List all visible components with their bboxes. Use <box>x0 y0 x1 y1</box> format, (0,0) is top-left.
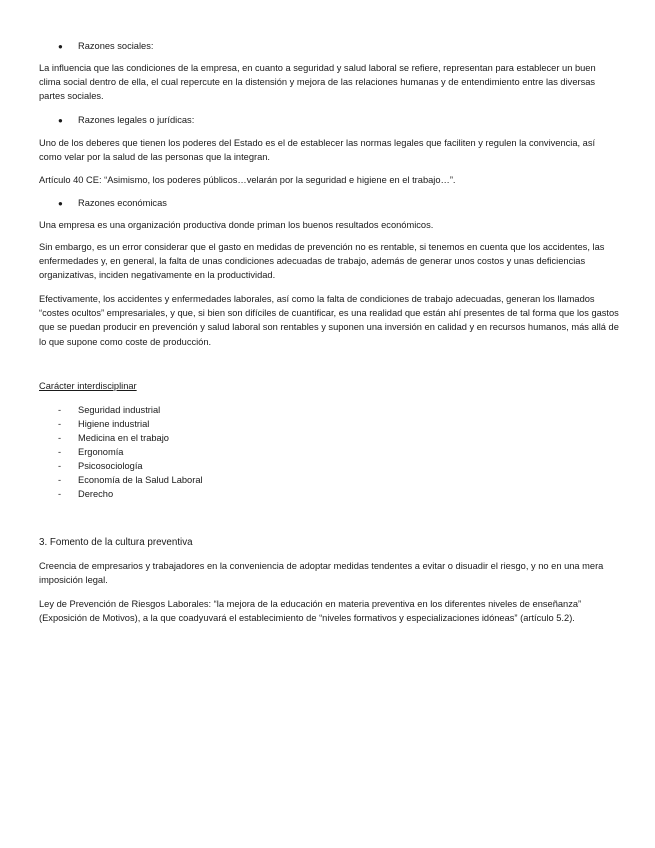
heading-caracter-interdisciplinar: Carácter interdisciplinar <box>39 381 137 391</box>
bullet-razones-sociales <box>58 39 153 54</box>
paragraph-articulo-40: Artículo 40 CE: “Asimismo, los poderes públicos…velarán por la seguridad e higiene en el trabajo…”. <box>39 175 456 185</box>
list-item: - Ergonomía <box>58 447 124 457</box>
bullet-dot: ● <box>58 199 63 208</box>
bullet-razones-economicas <box>58 196 167 211</box>
list-item: - Derecho <box>58 489 114 499</box>
list-item: - Higiene industrial <box>58 419 150 429</box>
disciplines-list <box>58 403 203 501</box>
paragraph-social: La influencia que las condiciones de la empresa, en cuanto a seguridad y salud laboral se refiere, representan para establecer un buen clima social dentro de ella, el cual repercute en la distensión y mejora de las relaciones humanas y de entendimiento entre las diversas partes sociales. <box>39 63 596 102</box>
paragraph-fomento-2: Ley de Prevención de Riesgos Laborales: “la mejora de la educación en materia preventiva en los diferentes niveles de enseñanza” (Exposición de Motivos), a la que coadyuvará el establecimiento de “niveles formativos y especializaciones idóneas” (artículo 5.2). <box>39 599 582 624</box>
heading-fomento-cultura-preventiva: 3. Fomento de la cultura preventiva <box>39 537 193 548</box>
bullet-razones-legales <box>58 113 194 128</box>
bullet-dot: ● <box>58 42 63 51</box>
paragraph-economia-1: Una empresa es una organización productiva donde priman los buenos resultados económicos. <box>39 220 434 230</box>
list-item: - Psicosociología <box>58 461 143 471</box>
list-item: - Medicina en el trabajo <box>58 433 169 443</box>
bullet-label: Razones económicas <box>78 198 167 208</box>
bullet-dot: ● <box>58 116 63 125</box>
bullet-label: Razones sociales: <box>78 41 154 51</box>
paragraph-economia-2: Sin embargo, es un error considerar que el gasto en medidas de prevención no es rentable, si tenemos en cuenta que los accidentes, las enfermedades y, en general, la falta de unas condiciones adecuadas de trabajo, además de generar unos costos y unas deficiencias organizativas, inciden negativamente en la productividad. <box>39 242 605 281</box>
paragraph-fomento-1: Creencia de empresarios y trabajadores en la conveniencia de adoptar medidas tendentes a evitar o disuadir el riesgo, y no en una mera imposición legal. <box>39 561 604 586</box>
list-item: - Seguridad industrial <box>58 405 161 415</box>
paragraph-economia-3: Efectivamente, los accidentes y enfermedades laborales, así como la falta de condiciones de trabajo adecuadas, generan los llamados “costes ocultos” empresariales, y que, si bien son difíciles de cuantificar, es una realidad que están ahí presentes de tal forma que los gastos que se puedan producir en prevención y salud laboral son rentables y suponen una inversión en calidad y en recursos humanos, más allá de lo que supone como coste de producción. <box>39 294 619 347</box>
paragraph-legal: Uno de los deberes que tienen los poderes del Estado es el de establecer las normas legales que faciliten y regulen la convivencia, así como velar por la salud de las personas que la integran. <box>39 138 596 163</box>
list-item: - Economía de la Salud Laboral <box>58 475 203 485</box>
bullet-label: Razones legales o jurídicas: <box>78 115 195 125</box>
